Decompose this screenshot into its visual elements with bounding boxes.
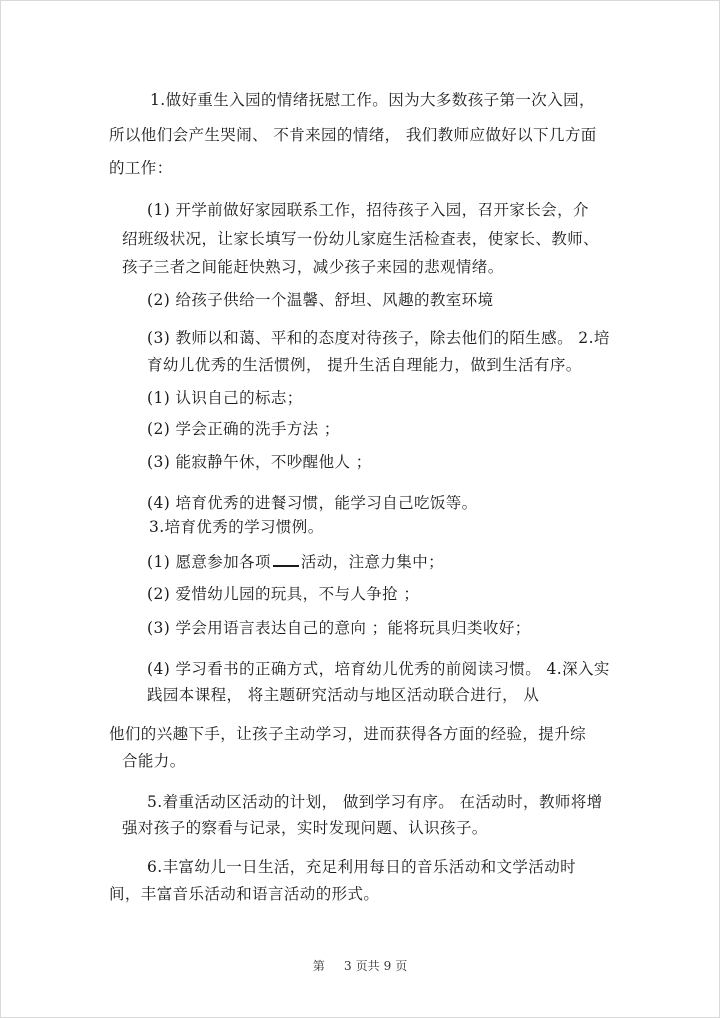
paragraph-line: 所以他们会产生哭闹、 不肯来园的情绪， 我们教师应做好以下几方面	[109, 126, 597, 144]
list-item-text-start: (1) 愿意参加各项	[147, 553, 271, 571]
footer-prefix: 第	[312, 959, 325, 973]
paragraph-line: 强对孩子的察看与记录，实时发现问题、认识孩子。	[122, 819, 488, 837]
list-item: (3) 学会用语言表达自己的意向 ；能将玩具归类收好；	[147, 619, 531, 637]
footer-mid: 页共	[355, 959, 380, 973]
page-footer	[0, 958, 720, 974]
footer-suffix: 页	[395, 959, 408, 973]
paragraph-line: (1) 开学前做好家园联系工作，招待孩子入园，召开家长会，介	[147, 201, 589, 219]
paragraph-line: 践园本课程， 将主题研究活动与地区活动联合进行， 从	[147, 686, 540, 704]
paragraph-line: 育幼儿优秀的生活惯例， 提升生活自理能力，做到生活有序。	[147, 356, 582, 374]
paragraph-line: 间，丰富音乐活动和语言活动的形式。	[109, 885, 380, 903]
total-page-number: 9	[383, 959, 392, 973]
paragraph-line: 的工作：	[109, 159, 173, 177]
paragraph-line: (2) 给孩子供给一个温馨、舒坦、风趣的教室环境	[147, 291, 494, 309]
list-item: (4) 学习看书的正确方式，培育幼儿优秀的前阅读习惯。 4.深入实	[147, 660, 610, 678]
list-item: (3) 能寂静午休，不吵醒他人 ；	[147, 453, 372, 471]
current-page-number: 3	[343, 959, 352, 973]
paragraph-line: 他们的兴趣下手，让孩子主动学习，进而获得各方面的经验，提升综	[109, 725, 587, 743]
paragraph-line: 绍班级状况，让家长填写一份幼儿家庭生活检查表，使家长、教师、	[122, 230, 600, 248]
fill-in-blank	[273, 551, 299, 567]
paragraph-line: 孩子三者之间能赶快熟习，减少孩子来园的悲观情绪。	[122, 258, 504, 276]
list-item: (2) 爱惜幼儿园的玩具，不与人争抢 ；	[147, 585, 420, 603]
paragraph-line: 合能力。	[122, 752, 186, 770]
list-item-text-end: 活动，注意力集中；	[300, 553, 444, 571]
paragraph-line: 6.丰富幼儿一日生活，充足利用每日的音乐活动和文学活动时	[147, 858, 576, 876]
list-item: (4) 培育优秀的进餐习惯，能学习自己吃饭等。	[147, 494, 478, 512]
list-item: (2) 学会正确的洗手方法 ；	[147, 420, 340, 438]
section-heading: 3.培育优秀的学习惯例。	[149, 518, 324, 536]
list-item	[147, 551, 444, 572]
paragraph-line: 1.做好重生入园的情绪抚慰工作。因为大多数孩子第一次入园，	[150, 91, 595, 109]
list-item: (1) 认识自己的标志；	[147, 389, 303, 407]
paragraph-line: 5.着重活动区活动的计划， 做到学习有序。 在活动时，教师将增	[147, 793, 603, 811]
paragraph-line: (3) 教师以和蔼、平和的态度对待孩子，除去他们的陌生感。 2.培	[147, 329, 610, 347]
